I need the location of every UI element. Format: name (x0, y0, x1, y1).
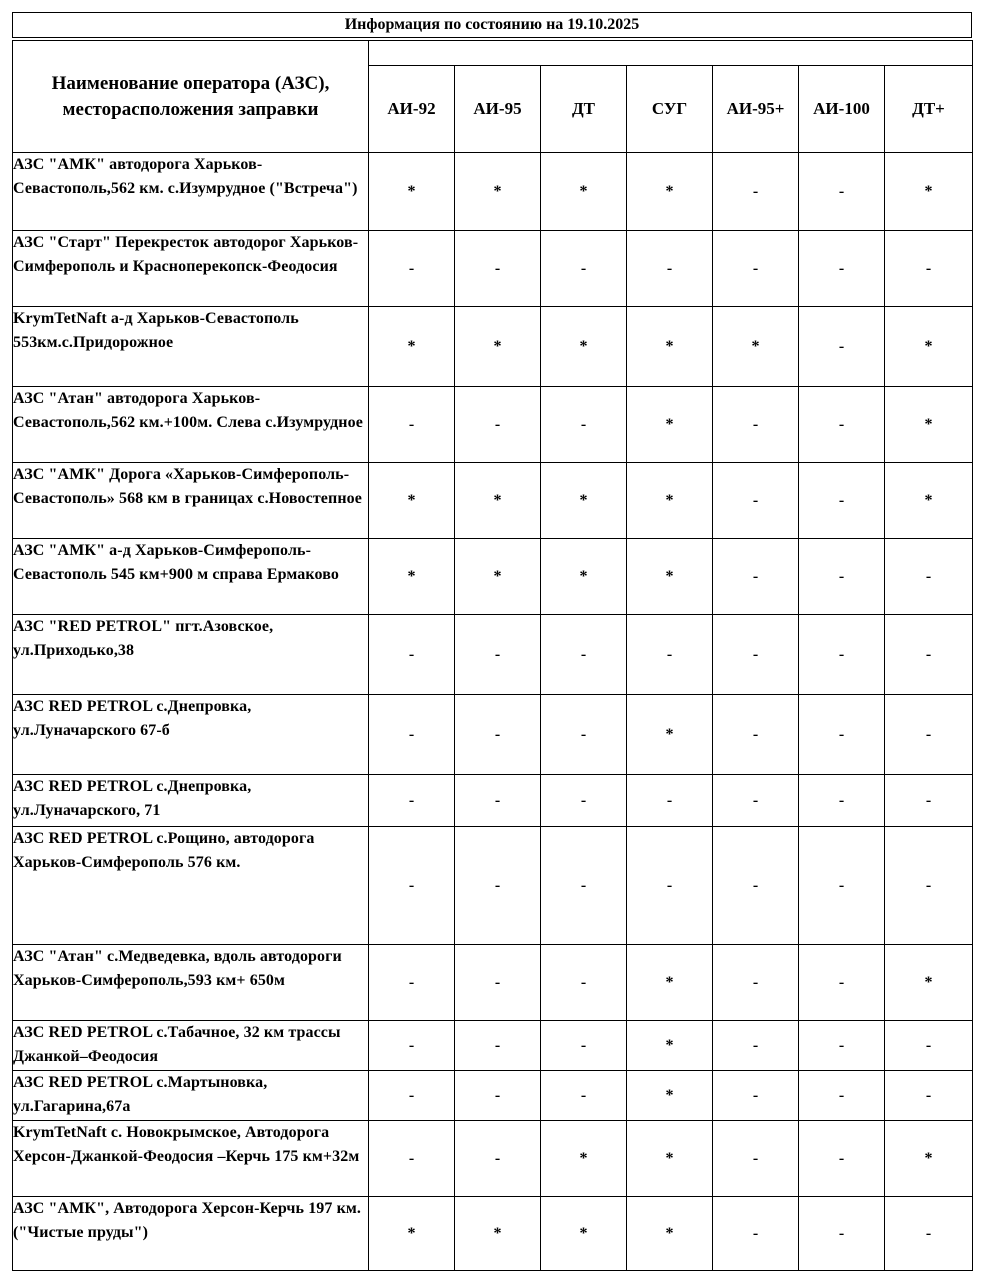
availability-mark: - (713, 1021, 799, 1071)
availability-mark: * (455, 307, 541, 387)
availability-mark: * (369, 153, 455, 231)
availability-mark: * (627, 307, 713, 387)
availability-mark: - (799, 695, 885, 775)
availability-mark: - (713, 153, 799, 231)
availability-mark: - (369, 1071, 455, 1121)
availability-mark: - (799, 231, 885, 307)
availability-mark: - (369, 945, 455, 1021)
availability-mark: - (369, 387, 455, 463)
station-name: АЗС "АМК", Автодорога Херсон-Керчь 197 км.("Чистые пруды") (13, 1197, 369, 1271)
availability-mark: * (885, 945, 973, 1021)
availability-mark: * (541, 153, 627, 231)
station-name: KrymTetNaft с. Новокрымское, Автодорога Херсон-Джанкой-Феодосия –Керчь 175 км+32м (13, 1121, 369, 1197)
availability-mark: - (713, 827, 799, 945)
station-name: АЗС RED PETROL с.Мартыновка, ул.Гагарина,67а (13, 1071, 369, 1121)
availability-mark: * (885, 463, 973, 539)
availability-mark: - (455, 775, 541, 827)
station-name: АЗС RED PETROL с.Днепровка, ул.Луначарского 67-б (13, 695, 369, 775)
availability-mark: * (627, 539, 713, 615)
station-row (13, 1071, 973, 1121)
availability-mark: - (799, 463, 885, 539)
availability-mark: * (627, 1021, 713, 1071)
availability-mark: * (627, 1121, 713, 1197)
report-date-title: Информация по состоянию на 19.10.2025 (12, 12, 972, 38)
availability-mark: * (885, 307, 973, 387)
availability-mark: - (799, 1071, 885, 1121)
station-name: АЗС RED PETROL с.Табачное, 32 км трассы Джанкой–Феодосия (13, 1021, 369, 1071)
station-name: KrymTetNaft а-д Харьков-Севастополь 553км.с.Придорожное (13, 307, 369, 387)
station-row (13, 463, 973, 539)
availability-mark: * (627, 695, 713, 775)
station-name: АЗС "Старт" Перекресток автодорог Харьков-Симферополь и Красноперекопск-Феодосия (13, 231, 369, 307)
availability-mark: - (541, 827, 627, 945)
station-rows (13, 153, 973, 1271)
availability-mark: - (885, 539, 973, 615)
availability-mark: - (885, 1021, 973, 1071)
availability-mark: - (455, 615, 541, 695)
availability-mark: * (627, 1071, 713, 1121)
availability-mark: - (455, 1121, 541, 1197)
availability-mark: * (713, 307, 799, 387)
station-name: АЗС "RED PETROL" пгт.Азовское, ул.Приходько,38 (13, 615, 369, 695)
station-name: АЗС "Атан" с.Медведевка, вдоль автодороги Харьков-Симферополь,593 км+ 650м (13, 945, 369, 1021)
availability-mark: * (455, 153, 541, 231)
availability-mark: - (799, 387, 885, 463)
availability-mark: - (885, 827, 973, 945)
availability-mark: - (885, 231, 973, 307)
availability-mark: - (627, 615, 713, 695)
availability-mark: - (713, 387, 799, 463)
availability-mark: * (627, 463, 713, 539)
availability-mark: * (369, 1197, 455, 1271)
availability-mark: - (713, 775, 799, 827)
availability-mark: - (799, 539, 885, 615)
station-row (13, 695, 973, 775)
availability-mark: * (541, 539, 627, 615)
availability-mark: - (885, 775, 973, 827)
availability-mark: - (713, 231, 799, 307)
availability-mark: - (541, 231, 627, 307)
availability-mark: * (455, 1197, 541, 1271)
availability-mark: * (885, 1121, 973, 1197)
availability-mark: - (369, 695, 455, 775)
station-row (13, 1021, 973, 1071)
availability-mark: - (455, 827, 541, 945)
station-row (13, 1197, 973, 1271)
availability-mark: - (713, 1197, 799, 1271)
availability-mark: * (455, 539, 541, 615)
station-row (13, 231, 973, 307)
fuel-availability-table (12, 40, 973, 1271)
availability-mark: - (885, 695, 973, 775)
station-name: АЗС RED PETROL с.Днепровка, ул.Луначарского, 71 (13, 775, 369, 827)
availability-mark: - (713, 695, 799, 775)
availability-mark: - (799, 307, 885, 387)
availability-mark: - (627, 827, 713, 945)
station-row (13, 539, 973, 615)
station-name: АЗС "АМК" автодорога Харьков-Севастополь,562 км. с.Изумрудное ("Встреча") (13, 153, 369, 231)
header-spacer (369, 41, 973, 66)
availability-mark: * (627, 387, 713, 463)
availability-mark: - (541, 615, 627, 695)
station-row (13, 153, 973, 231)
availability-mark: - (541, 1021, 627, 1071)
station-row (13, 945, 973, 1021)
availability-mark: - (799, 153, 885, 231)
station-row (13, 615, 973, 695)
availability-mark: - (455, 1021, 541, 1071)
availability-mark: - (885, 615, 973, 695)
station-row (13, 1121, 973, 1197)
station-row (13, 387, 973, 463)
availability-mark: - (541, 945, 627, 1021)
station-row (13, 775, 973, 827)
availability-mark: - (713, 1121, 799, 1197)
availability-mark: - (713, 539, 799, 615)
availability-mark: - (799, 827, 885, 945)
fuel-column-header: ДТ+ (885, 66, 973, 153)
availability-mark: - (455, 695, 541, 775)
fuel-column-header: АИ-92 (369, 66, 455, 153)
availability-mark: - (455, 945, 541, 1021)
availability-mark: * (541, 1121, 627, 1197)
availability-mark: * (885, 153, 973, 231)
availability-mark: - (369, 615, 455, 695)
availability-mark: - (369, 827, 455, 945)
availability-mark: - (369, 775, 455, 827)
availability-mark: * (541, 1197, 627, 1271)
availability-mark: * (541, 307, 627, 387)
availability-mark: - (455, 1071, 541, 1121)
availability-mark: * (885, 387, 973, 463)
station-name: АЗС RED PETROL с.Рощино, автодорога Харьков-Симферополь 576 км. (13, 827, 369, 945)
availability-mark: * (369, 463, 455, 539)
availability-mark: - (541, 387, 627, 463)
availability-mark: - (713, 945, 799, 1021)
station-name: АЗС "Атан" автодорога Харьков-Севастополь,562 км.+100м. Слева с.Изумрудное (13, 387, 369, 463)
availability-mark: * (455, 463, 541, 539)
availability-mark: - (541, 695, 627, 775)
availability-mark: * (369, 539, 455, 615)
availability-mark: - (713, 615, 799, 695)
availability-mark: - (799, 775, 885, 827)
fuel-column-header: АИ-100 (799, 66, 885, 153)
availability-mark: * (369, 307, 455, 387)
availability-mark: * (541, 463, 627, 539)
availability-mark: - (799, 945, 885, 1021)
availability-mark: - (799, 1021, 885, 1071)
operator-column-header: Наименование оператора (АЗС), месторасположения заправки (13, 41, 369, 153)
availability-mark: - (799, 615, 885, 695)
availability-mark: * (627, 153, 713, 231)
availability-mark: - (713, 1071, 799, 1121)
availability-mark: - (799, 1197, 885, 1271)
availability-mark: - (799, 1121, 885, 1197)
fuel-column-header: ДТ (541, 66, 627, 153)
availability-mark: - (627, 231, 713, 307)
fuel-column-header: СУГ (627, 66, 713, 153)
availability-mark: - (369, 1021, 455, 1071)
availability-mark: - (455, 231, 541, 307)
availability-mark: - (713, 463, 799, 539)
fuel-column-header: АИ-95 (455, 66, 541, 153)
availability-mark: - (369, 231, 455, 307)
availability-mark: - (369, 1121, 455, 1197)
station-name: АЗС "АМК" Дорога «Харьков-Симферополь-Севастополь» 568 км в границах с.Новостепное (13, 463, 369, 539)
availability-mark: - (455, 387, 541, 463)
availability-mark: - (541, 775, 627, 827)
availability-mark: * (627, 945, 713, 1021)
availability-mark: - (541, 1071, 627, 1121)
availability-mark: * (627, 1197, 713, 1271)
station-row (13, 307, 973, 387)
availability-mark: - (885, 1197, 973, 1271)
station-row (13, 827, 973, 945)
fuel-column-header: АИ-95+ (713, 66, 799, 153)
availability-mark: - (627, 775, 713, 827)
station-name: АЗС "АМК" а-д Харьков-Симферополь-Севастополь 545 км+900 м справа Ермаково (13, 539, 369, 615)
availability-mark: - (885, 1071, 973, 1121)
